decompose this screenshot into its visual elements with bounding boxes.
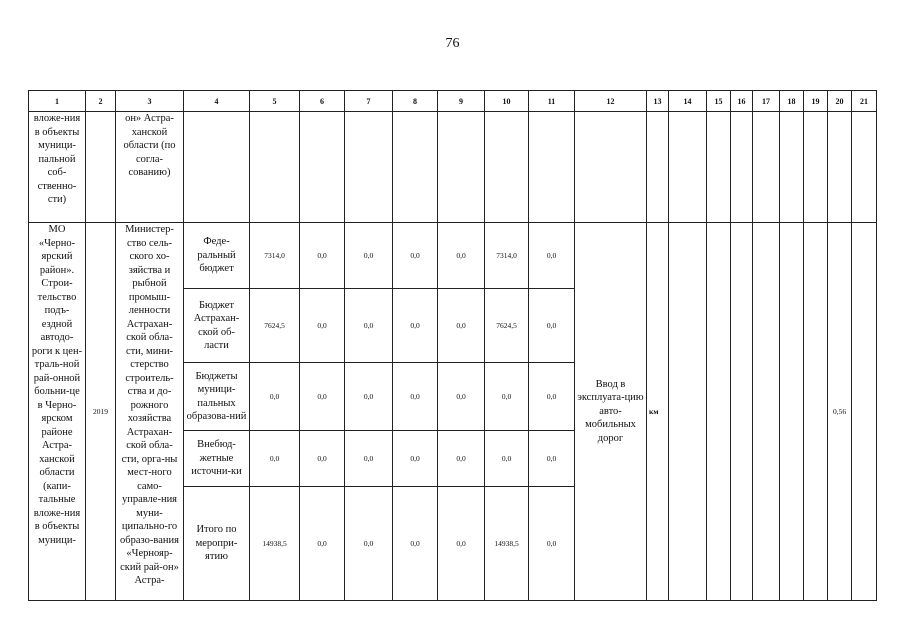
header-col-8: 8 bbox=[393, 91, 438, 112]
value-cell: 0,0 bbox=[345, 363, 393, 431]
empty-cell bbox=[529, 112, 575, 223]
empty-cell bbox=[250, 112, 300, 223]
header-col-20: 20 bbox=[828, 91, 852, 112]
value-cell: 0,0 bbox=[529, 431, 575, 487]
value-cell: 14938,5 bbox=[250, 487, 300, 601]
value-cell: 0,0 bbox=[529, 289, 575, 363]
value-cell: 0,0 bbox=[345, 223, 393, 289]
value-cell: 0,0 bbox=[300, 363, 345, 431]
header-row bbox=[29, 91, 877, 112]
value-cell: 0,0 bbox=[393, 431, 438, 487]
empty-cell bbox=[669, 223, 707, 601]
empty-cell bbox=[707, 112, 731, 223]
continuation-col-3: он» Астра-ханской области (по согла-сованию) bbox=[116, 112, 184, 223]
empty-cell bbox=[669, 112, 707, 223]
value-cell: 0,0 bbox=[345, 487, 393, 601]
value-cell: 0,0 bbox=[438, 223, 485, 289]
value-cell: 0,0 bbox=[300, 431, 345, 487]
header-col-21: 21 bbox=[852, 91, 877, 112]
funding-source: Феде-ральный бюджет bbox=[184, 223, 250, 289]
program-table bbox=[28, 90, 877, 601]
value-cell: 0,0 bbox=[250, 431, 300, 487]
empty-cell bbox=[731, 112, 753, 223]
header-col-18: 18 bbox=[780, 91, 804, 112]
header-col-12: 12 bbox=[575, 91, 647, 112]
value-cell: 0,0 bbox=[345, 289, 393, 363]
header-col-5: 5 bbox=[250, 91, 300, 112]
header-col-11: 11 bbox=[529, 91, 575, 112]
header-col-14: 14 bbox=[669, 91, 707, 112]
empty-cell bbox=[780, 223, 804, 601]
empty-cell bbox=[86, 112, 116, 223]
header-col-6: 6 bbox=[300, 91, 345, 112]
empty-cell bbox=[647, 112, 669, 223]
header-col-4: 4 bbox=[184, 91, 250, 112]
value-cell: 0,0 bbox=[438, 487, 485, 601]
value-cell: 0,0 bbox=[438, 289, 485, 363]
value-cell: 0,0 bbox=[393, 223, 438, 289]
empty-cell bbox=[575, 112, 647, 223]
value-cell: 7314,0 bbox=[485, 223, 529, 289]
header-col-19: 19 bbox=[804, 91, 828, 112]
header-col-15: 15 bbox=[707, 91, 731, 112]
value-cell: 0,0 bbox=[300, 223, 345, 289]
header-col-1: 1 bbox=[29, 91, 86, 112]
empty-cell bbox=[852, 112, 877, 223]
empty-cell bbox=[300, 112, 345, 223]
header-col-9: 9 bbox=[438, 91, 485, 112]
funding-row-federal bbox=[29, 223, 877, 289]
value-cell: 7624,5 bbox=[250, 289, 300, 363]
value-cell: 0,0 bbox=[393, 363, 438, 431]
header-col-16: 16 bbox=[731, 91, 753, 112]
value-cell: 0,0 bbox=[393, 289, 438, 363]
value-cell: 0,0 bbox=[250, 363, 300, 431]
header-col-7: 7 bbox=[345, 91, 393, 112]
page-number: 76 bbox=[445, 36, 460, 51]
empty-cell bbox=[852, 223, 877, 601]
empty-cell bbox=[753, 112, 780, 223]
empty-cell bbox=[804, 223, 828, 601]
value-cell: 0,0 bbox=[345, 431, 393, 487]
empty-cell bbox=[485, 112, 529, 223]
executors-cell: Министер-ство сель-ского хо-зяйства и рыбной промыш-ленности Астрахан-ской обла-сти, мини-стерство строитель-ства и до-рожного хозяйства Астрахан-ской обла-сти, орга-ны мест-ного само-управле-ния муни-ципально-го образо-вания «Чернояр-ский рай-он» Астра- bbox=[116, 223, 184, 601]
empty-cell bbox=[184, 112, 250, 223]
funding-source: Внебюд-жетные источни-ки bbox=[184, 431, 250, 487]
indicator-value-cell: 0,56 bbox=[828, 223, 852, 601]
funding-source: Итого по меропри-ятию bbox=[184, 487, 250, 601]
value-cell: 0,0 bbox=[529, 223, 575, 289]
value-cell: 0,0 bbox=[485, 431, 529, 487]
continuation-row bbox=[29, 112, 877, 223]
header-col-10: 10 bbox=[485, 91, 529, 112]
value-cell: 0,0 bbox=[529, 487, 575, 601]
value-cell: 0,0 bbox=[529, 363, 575, 431]
empty-cell bbox=[438, 112, 485, 223]
empty-cell bbox=[707, 223, 731, 601]
value-cell: 0,0 bbox=[393, 487, 438, 601]
value-cell: 0,0 bbox=[438, 431, 485, 487]
empty-cell bbox=[393, 112, 438, 223]
funding-source: Бюджеты муници-пальных образова-ний bbox=[184, 363, 250, 431]
empty-cell bbox=[804, 112, 828, 223]
value-cell: 0,0 bbox=[300, 487, 345, 601]
funding-source: Бюджет Астрахан-ской об-ласти bbox=[184, 289, 250, 363]
value-cell: 0,0 bbox=[438, 363, 485, 431]
value-cell: 7314,0 bbox=[250, 223, 300, 289]
value-cell: 7624,5 bbox=[485, 289, 529, 363]
header-col-17: 17 bbox=[753, 91, 780, 112]
program-table-container bbox=[28, 90, 876, 598]
empty-cell bbox=[828, 112, 852, 223]
header-col-13: 13 bbox=[647, 91, 669, 112]
empty-cell bbox=[780, 112, 804, 223]
expected-result-cell: Ввод в эксплуата-цию авто-мобильных дорог bbox=[575, 223, 647, 601]
project-name-cell: МО «Черно-ярский район». Строи-тельство подъ-ездной автодо-роги к цен-траль-ной рай-онной больни-це в Черно-ярском районе Астра-ханской области (капи-тальные вложе-ния в объекты муници- bbox=[29, 223, 86, 601]
year-cell: 2019 bbox=[86, 223, 116, 601]
unit-cell: км bbox=[647, 223, 669, 601]
value-cell: 0,0 bbox=[300, 289, 345, 363]
header-col-3: 3 bbox=[116, 91, 184, 112]
empty-cell bbox=[731, 223, 753, 601]
empty-cell bbox=[753, 223, 780, 601]
empty-cell bbox=[345, 112, 393, 223]
continuation-col-1: вложе-ния в объекты муници-пальной соб-ственно-сти) bbox=[29, 112, 86, 223]
value-cell: 0,0 bbox=[485, 363, 529, 431]
header-col-2: 2 bbox=[86, 91, 116, 112]
value-cell: 14938,5 bbox=[485, 487, 529, 601]
